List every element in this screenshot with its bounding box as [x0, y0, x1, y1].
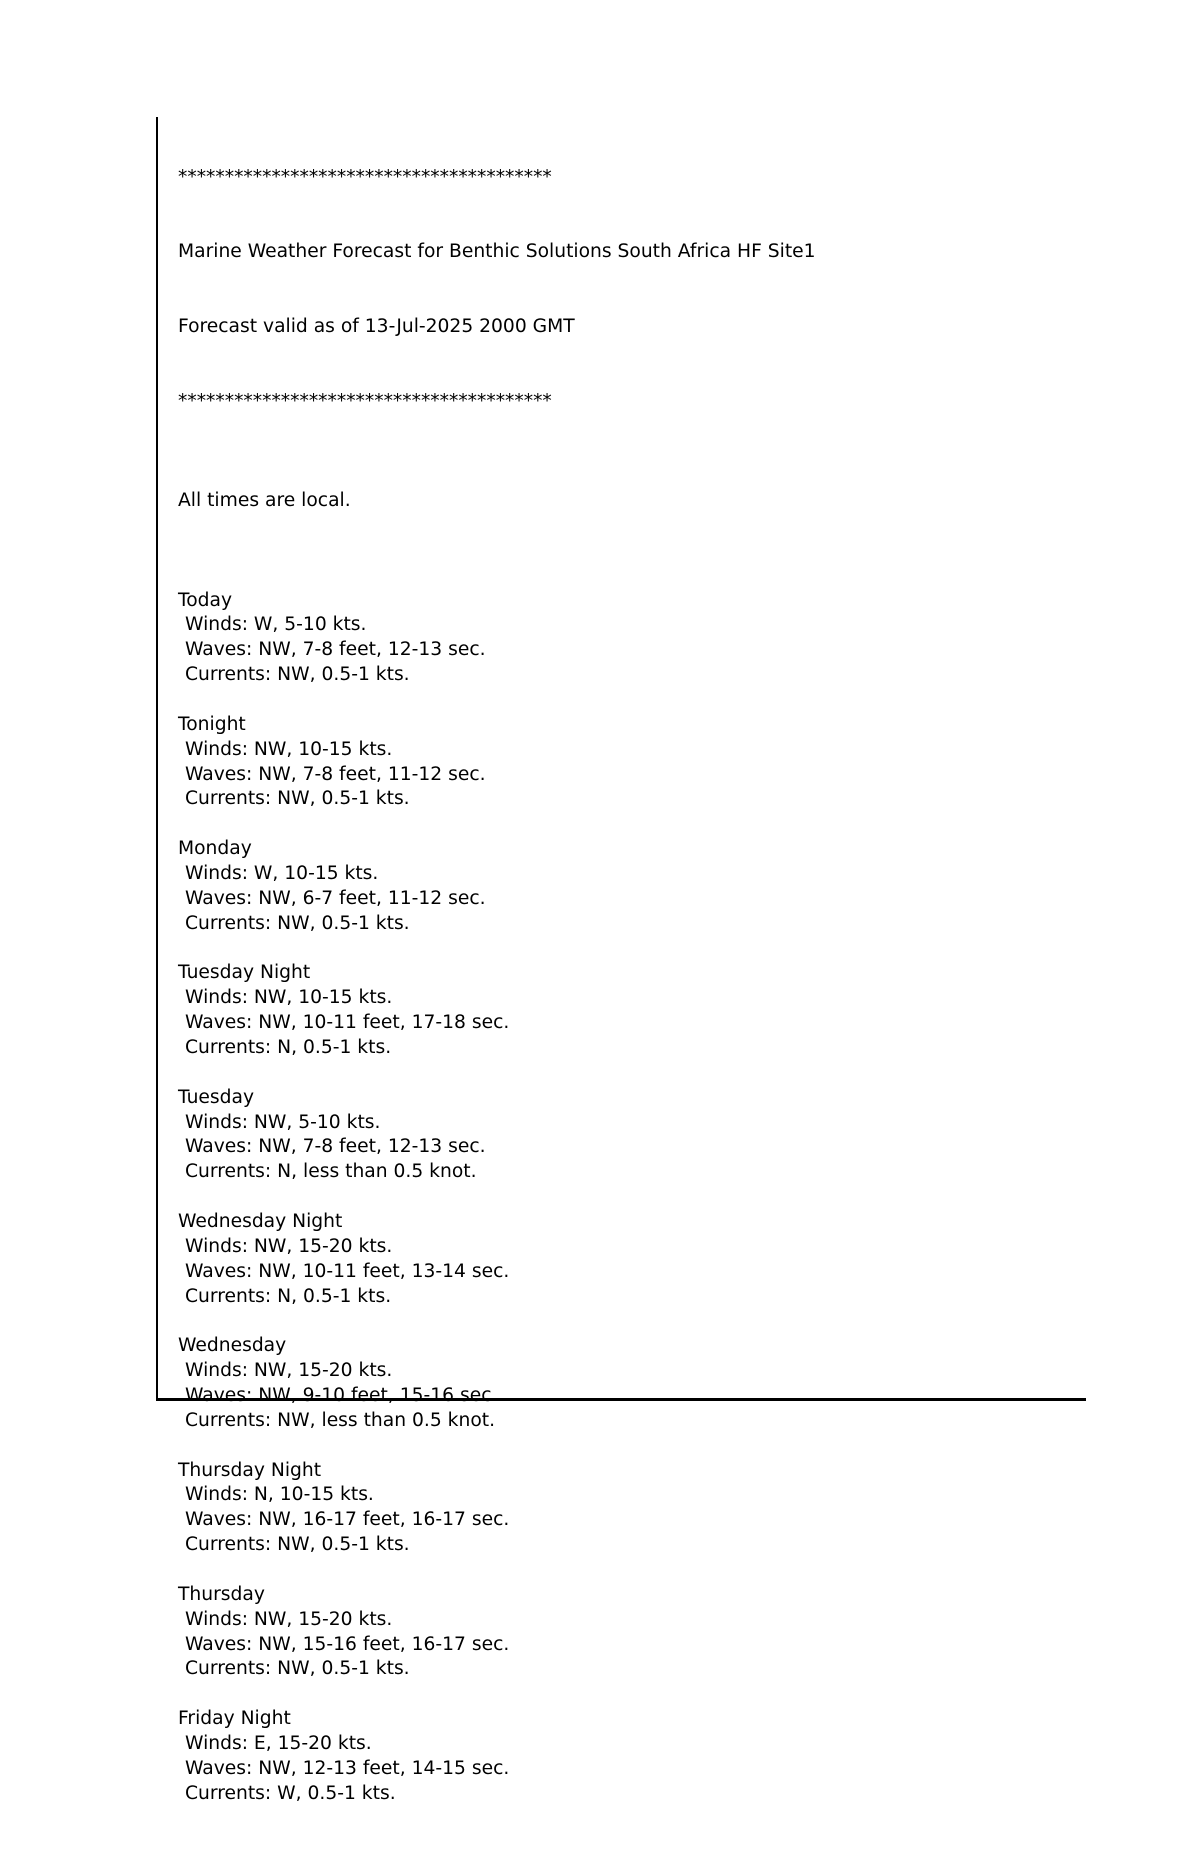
section-heading: Thursday Night: [178, 1459, 322, 1481]
winds-line: Winds: N, 10-15 kts.: [185, 1484, 374, 1506]
section-heading: Thursday: [178, 1583, 265, 1605]
winds-line: Winds: NW, 15-20 kts.: [185, 1360, 393, 1382]
forecast-document: [178, 116, 816, 1856]
waves-line: Waves: NW, 12-13 feet, 14-15 sec.: [185, 1757, 510, 1779]
separator-line-bottom: ****************************************: [178, 390, 552, 412]
section-heading: Friday Night: [178, 1708, 291, 1730]
section-heading: Monday: [178, 838, 252, 860]
forecast-sections: [178, 589, 816, 1807]
times-note: All times are local.: [178, 490, 351, 512]
waves-line: Waves: NW, 9-10 feet, 15-16 sec.: [185, 1385, 498, 1407]
currents-line: Currents: N, 0.5-1 kts.: [185, 1036, 392, 1058]
winds-line: Winds: NW, 5-10 kts.: [185, 1111, 381, 1133]
currents-line: Currents: W, 0.5-1 kts.: [185, 1782, 396, 1804]
forecast-section: [178, 961, 816, 1060]
currents-line: Currents: N, less than 0.5 knot.: [185, 1161, 477, 1183]
waves-line: Waves: NW, 7-8 feet, 12-13 sec.: [185, 1136, 486, 1158]
currents-line: Currents: NW, 0.5-1 kts.: [185, 788, 410, 810]
waves-line: Waves: NW, 15-16 feet, 16-17 sec.: [185, 1633, 510, 1655]
forecast-valid-line: Forecast valid as of 13-Jul-2025 2000 GMT: [178, 315, 575, 337]
forecast-section: [178, 837, 816, 936]
waves-line: Waves: NW, 7-8 feet, 11-12 sec.: [185, 763, 486, 785]
section-heading: Wednesday Night: [178, 1211, 343, 1232]
forecast-title: Marine Weather Forecast for Benthic Solutions South Africa HF Site1: [178, 241, 816, 263]
winds-line: Winds: E, 15-20 kts.: [185, 1733, 372, 1755]
forecast-section: [178, 1459, 816, 1558]
waves-line: Waves: NW, 6-7 feet, 11-12 sec.: [185, 887, 486, 909]
currents-line: Currents: NW, 0.5-1 kts.: [185, 664, 410, 686]
currents-line: Currents: NW, 0.5-1 kts.: [185, 912, 410, 934]
waves-line: Waves: NW, 16-17 feet, 16-17 sec.: [185, 1509, 510, 1531]
section-heading: Tuesday Night: [178, 962, 311, 984]
section-heading: Tuesday: [178, 1086, 255, 1108]
section-heading: Wednesday: [178, 1335, 287, 1357]
currents-line: Currents: NW, 0.5-1 kts.: [185, 1658, 410, 1680]
winds-line: Winds: NW, 10-15 kts.: [185, 987, 393, 1009]
waves-line: Waves: NW, 7-8 feet, 12-13 sec.: [185, 639, 486, 661]
forecast-section: [178, 1583, 816, 1682]
currents-line: Currents: N, 0.5-1 kts.: [185, 1285, 392, 1307]
waves-line: Waves: NW, 10-11 feet, 17-18 sec.: [185, 1012, 510, 1034]
winds-line: Winds: NW, 10-15 kts.: [185, 738, 393, 760]
separator-line-top: ****************************************: [178, 166, 552, 188]
forecast-section: [178, 1086, 816, 1185]
winds-line: Winds: W, 10-15 kts.: [185, 862, 379, 884]
winds-line: Winds: NW, 15-20 kts.: [185, 1235, 393, 1257]
winds-line: Winds: W, 5-10 kts.: [185, 614, 367, 636]
forecast-section: [178, 1210, 816, 1309]
waves-line: Waves: NW, 10-11 feet, 13-14 sec.: [185, 1260, 510, 1282]
section-heading: Tonight: [178, 713, 246, 735]
forecast-section: [178, 589, 816, 688]
winds-line: Winds: NW, 15-20 kts.: [185, 1608, 393, 1630]
currents-line: Currents: NW, less than 0.5 knot.: [185, 1409, 496, 1431]
forecast-section: [178, 1334, 816, 1433]
forecast-section: [178, 713, 816, 812]
currents-line: Currents: NW, 0.5-1 kts.: [185, 1534, 410, 1556]
section-heading: Today: [178, 589, 233, 611]
forecast-section: [178, 1707, 816, 1806]
